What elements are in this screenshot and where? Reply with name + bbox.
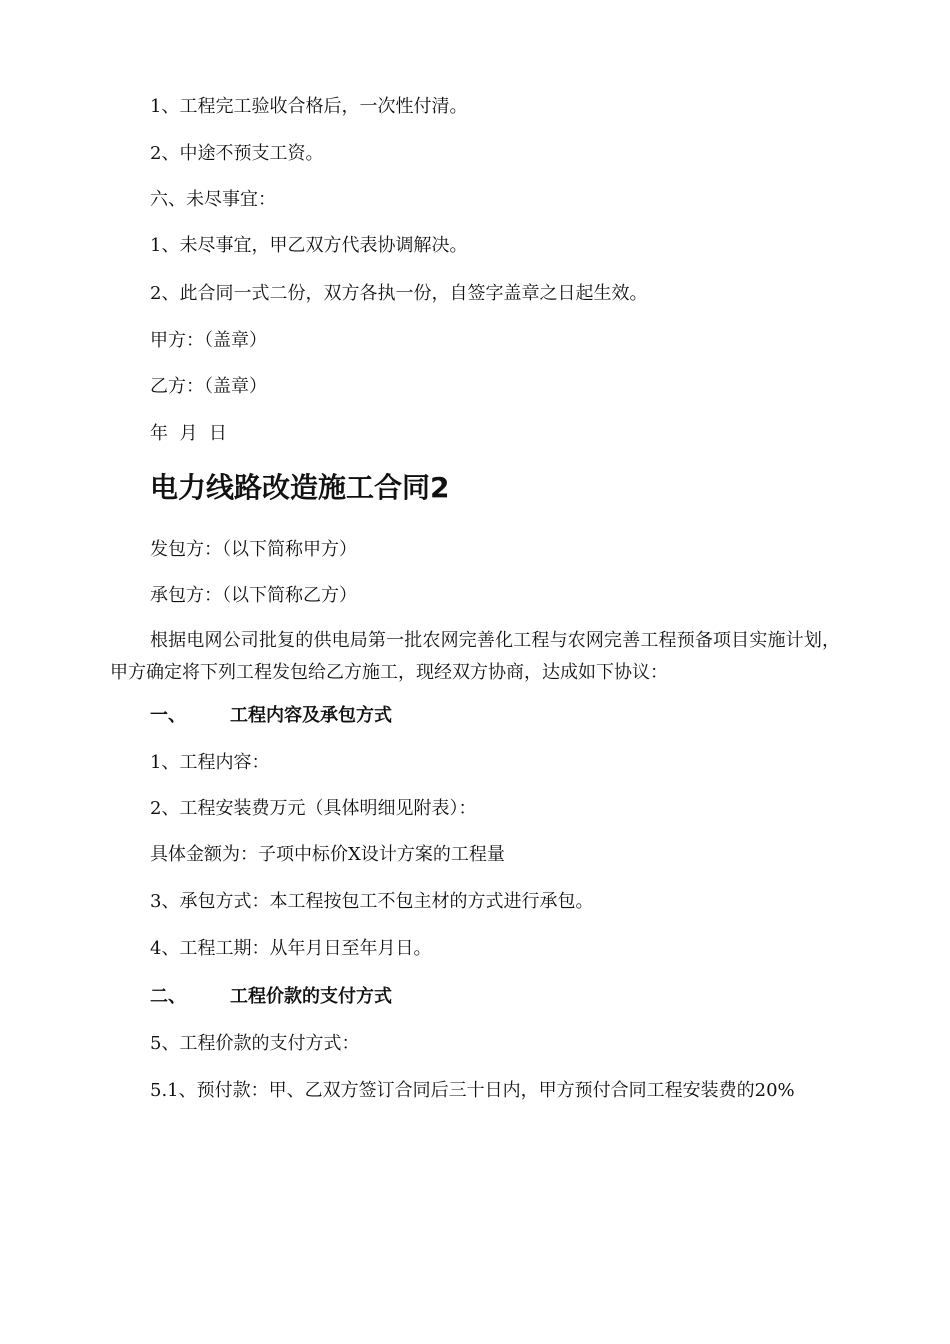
party-a-seal: 甲方：（盖章） xyxy=(150,330,267,351)
date-line: 年 月 日 xyxy=(150,423,227,444)
contract-title: 电力线路改造施工合同2 xyxy=(150,471,450,504)
misc-line-2: 2、此合同一式二份，双方各执一份，自签字盖章之日起生效。 xyxy=(150,283,648,304)
employer-line: 发包方：（以下简称甲方） xyxy=(150,539,357,560)
section-two-title: 工程价款的支付方式 xyxy=(230,986,392,1007)
item-installation-fee: 2、工程安装费万元（具体明细见附表）： xyxy=(150,798,477,819)
item-amount-formula: 具体金额为：子项中标价X设计方案的工程量 xyxy=(150,844,505,865)
prepayment-paragraph: 5.1、预付款：甲、乙双方签订合同后三十日内，甲方预付合同工程安装费的20% xyxy=(150,1080,795,1101)
section-two-heading xyxy=(150,985,392,1009)
item-contract-method: 3、承包方式：本工程按包工不包主材的方式进行承包。 xyxy=(150,891,594,912)
party-b-seal: 乙方：（盖章） xyxy=(150,376,267,397)
section-six-heading: 六、未尽事宜： xyxy=(150,189,276,210)
item-schedule: 4、工程工期：从年月日至年月日。 xyxy=(150,938,432,959)
misc-line-1: 1、未尽事宜，甲乙双方代表协调解决。 xyxy=(150,235,468,256)
payment-line-2: 2、中途不预支工资。 xyxy=(150,143,324,164)
section-two-number: 二、 xyxy=(150,986,186,1007)
item-payment-method: 5、工程价款的支付方式： xyxy=(150,1033,360,1054)
section-one-heading xyxy=(150,704,392,728)
intro-paragraph: 根据电网公司批复的供电局第一批农网完善化工程与农网完善工程预备项目实施计划，甲方确定将下列工程发包给乙方施工，现经双方协商，达成如下协议： xyxy=(110,630,840,683)
contractor-line: 承包方：（以下简称乙方） xyxy=(150,585,357,606)
payment-line-1: 1、工程完工验收合格后，一次性付清。 xyxy=(150,96,468,117)
section-one-number: 一、 xyxy=(150,705,186,726)
section-one-title: 工程内容及承包方式 xyxy=(230,705,392,726)
item-work-content: 1、工程内容： xyxy=(150,752,270,773)
